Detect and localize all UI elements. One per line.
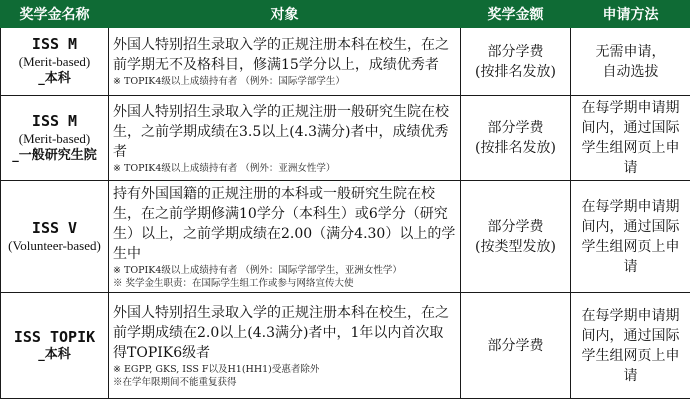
method-line: 无需申请， <box>595 43 666 60</box>
target-cell <box>109 28 461 96</box>
scholarship-title: ISS TOPIK <box>13 327 96 346</box>
scholarship-subtitle: (Volunteer-based) <box>8 237 101 253</box>
target-text: 外国人特别招生录取入学的正规注册一般研究生院在校生，之前学期成绩在3.5以上(4.3满分)者中，成绩优秀者 <box>113 103 449 160</box>
amount-line: 部分学费 <box>487 218 544 235</box>
amount-line: 部分学费 <box>487 43 544 60</box>
method-line: 在每学期申请期间内，通过国际学生组网页上申请 <box>581 100 680 176</box>
amount-cell <box>461 96 571 181</box>
table-header-row <box>1 1 690 28</box>
target-note: ※ TOPIK4级以上成绩持有者 （例外：亚洲女性学） <box>113 162 336 174</box>
scholarship-title: ISS M <box>31 111 78 130</box>
scholarship-subtitle: (Merit-based) <box>18 54 91 69</box>
method-cell <box>571 181 690 293</box>
scholarship-name-cell <box>1 293 109 399</box>
table-row <box>1 181 690 293</box>
target-text: 持有外国国籍的正规注册的本科或一般研究生院在校生，在之前学期修满10学分（本科生）或6学分（研究生）以上，之前学期成绩在2.00（满分4.30）以上的学生中 <box>113 185 456 262</box>
amount-line: 部分学费 <box>487 337 544 354</box>
method-line: 在每学期申请期间内，通过国际学生组网页上申请 <box>581 198 680 275</box>
scholarship-name-cell <box>1 181 109 293</box>
header-amount: 奖学金额 <box>461 1 571 28</box>
method-cell <box>571 293 690 399</box>
target-note: ※ TOPIK4级以上成绩持有者 （例外：国际学部学生） <box>113 76 345 87</box>
amount-line: 部分学费 <box>487 120 544 136</box>
target-text: 外国人特别招生录取入学的正规注册本科在校生，在之前学期成绩在2.0以上(4.3满分)者中，1年以内首次取得TOPIK6级者 <box>113 304 449 361</box>
target-cell <box>109 96 461 181</box>
scholarship-name-cell <box>1 28 109 96</box>
target-cell <box>109 181 461 293</box>
amount-line: (按排名发放) <box>475 140 556 156</box>
method-line: 自动选拔 <box>602 63 659 80</box>
amount-cell <box>461 28 571 96</box>
target-cell <box>109 293 461 399</box>
scholarship-name-cell <box>1 96 109 181</box>
scholarship-title: ISS M <box>31 35 78 53</box>
target-note: ※在学年限期间不能重复获得 <box>113 376 237 388</box>
target-note: ※ TOPIK4级以上成绩持有者 （例外：国际学部学生，亚洲女性学） <box>113 264 402 276</box>
target-note: ※ EGPP, GKS, ISS F以及H1(HH1)受惠者除外 <box>113 363 320 375</box>
scholarship-level: _本科 <box>38 346 71 362</box>
table-row <box>1 293 690 399</box>
scholarship-level: _本科 <box>38 71 71 86</box>
table-row <box>1 96 690 181</box>
amount-cell <box>461 181 571 293</box>
table-row <box>1 28 690 96</box>
target-note: ※ 奖学金生职责：在国际学生组工作或参与网络宣传大使 <box>113 277 354 289</box>
amount-line: (按排名发放) <box>475 63 556 80</box>
method-cell <box>571 28 690 96</box>
amount-line: (按类型发放) <box>475 238 556 255</box>
header-name: 奖学金名称 <box>1 1 109 28</box>
scholarship-title: ISS V <box>31 218 78 237</box>
header-method: 申请方法 <box>571 1 690 28</box>
header-target: 对象 <box>109 1 461 28</box>
target-text: 外国人特别招生录取入学的正规注册本科在校生，在之前学期无不及格科目，修满15学分以上，成绩优秀者 <box>113 37 449 73</box>
scholarship-subtitle: (Merit-based) <box>18 130 91 146</box>
method-cell <box>571 96 690 181</box>
amount-cell <box>461 293 571 399</box>
scholarship-level: _一般研究生院 <box>12 147 97 163</box>
method-line: 在每学期申请期间内，通过国际学生组网页上申请 <box>581 307 680 384</box>
